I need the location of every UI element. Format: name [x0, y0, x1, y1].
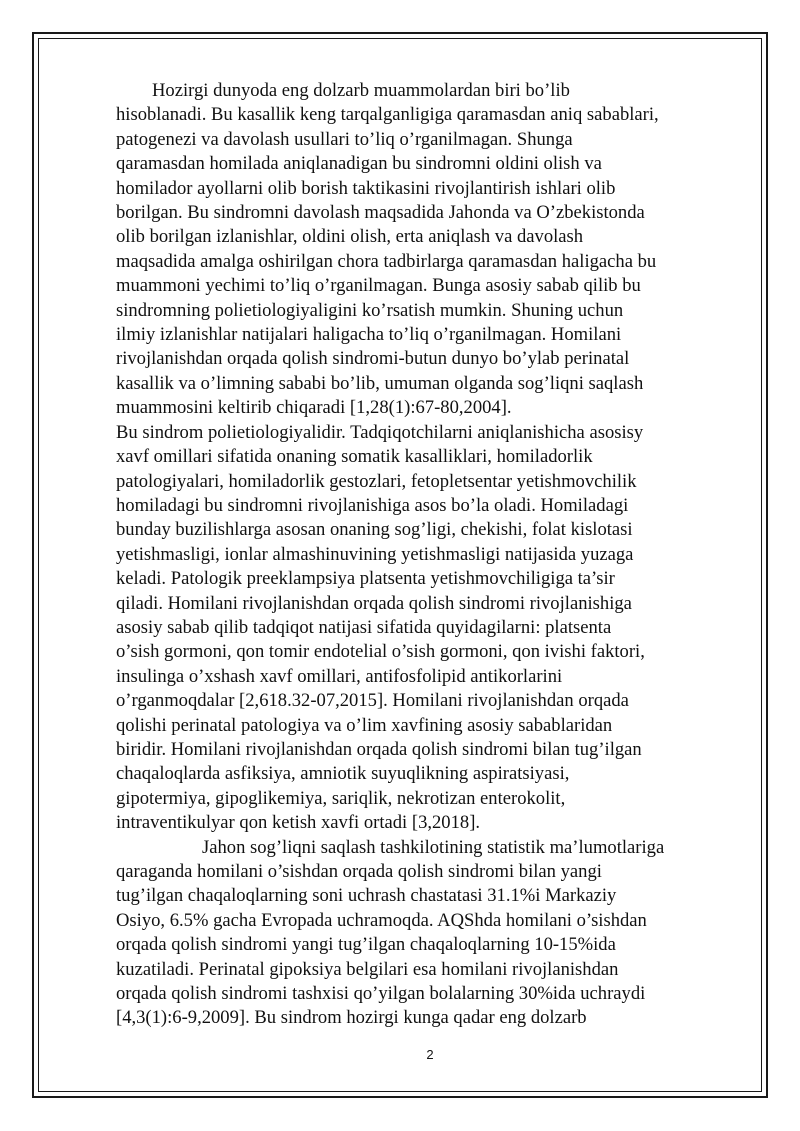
paragraph-etiology: Bu sindrom polietiologiyalidir. Tadqiqotchilarni aniqlanishicha asosisy xavf omillari sifatida onaning somatik kasalliklari, homiladorlik patologiyalari, homiladorlik gestozlari, fetopletsentar yetishmovchilik homiladagi bu sindromni rivojlanishiga asos bo’la oladi. Homiladagi bunday buzilishlarga asosan onaning sog’ligi, chekishi, folat kislotasi yetishmasligi, ionlar almashinuvining yetishmasligi natijasida yuzaga keladi. Patologik preeklampsiya platsenta yetishmovchiligiga ta’sir qiladi. Homilani rivojlanishdan orqada qolish sindromi rivojlanishiga asosiy sabab qilib tadqiqot natijasi sifatida quyidagilarni: platsenta o’sish gormoni, qon tomir endotelial o’sish gormoni, qon ivishi faktori, insulinga o’xshash xavf omillari, antifosfolipid antikorlarini o’rganmoqdalar [2,618.32-07,2015]. Homilani rivojlanishdan orqada qolishi perinatal patologiya va o’lim xavfining asosiy sabablaridan biridir. Homilani rivojlanishdan orqada qolish sindromi bilan tug’ilgan chaqaloqlarda asfiksiya, amniotik suyuqlikning aspiratsiyasi, gipotermiya, gipoglikemiya, sariqlik, nekrotizan enterokolit, intraventikulyar qon ketish xavfi ortadi [3,2018]. [116, 421, 645, 834]
paragraph-intro: Hozirgi dunyoda eng dolzarb muammolardan biri bo’lib hisoblanadi. Bu kasallik keng tarqalganligiga qaramasdan aniq sabablari, patogenezi va davolash usullari to’liq o’rganilmagan. Shunga qaramasdan homilada aniqlanadigan bu sindromni oldini olish va homilador ayollarni olib borish taktikasini rivojlantirish ishlari olib borilgan. Bu sindromni davolash maqsadida Jahonda va O’zbekistonda olib borilgan izlanishlar, oldini olish, erta aniqlash va davolash maqsadida amalga oshirilgan chora tadbirlarga qaramasdan haligacha bu muammoni yechimi to’liq o’rganilmagan. Bunga asosiy sabab qilib bu sindromning polietiologiyaligini ko’rsatish mumkin. Shuning uchun ilmiy izlanishlar natijalari haligacha to’liq o’rganilmagan. Homilani rivojlanishdan orqada qolish sindromi-butun dunyo bo’ylab perinatal kasallik va o’limning sababi bo’lib, umuman olganda sog’liqni saqlash muammosini keltirib chiqaradi [1,28(1):67-80,2004]. [116, 80, 659, 419]
paragraph-statistics: Jahon sog’liqni saqlash tashkilotining statistik ma’lumotlariga qaraganda homilani o’sishdan orqada qolish sindromi bilan yangi tug’ilgan chaqaloqlarning soni uchrash chastatasi 31.1%i Markaziy Osiyo, 6.5% gacha Evropada uchramoqda. AQShda homilani o’sishdan orqada qolish sindromi yangi tug’ilgan chaqaloqlarning 10-15%ida kuzatiladi. Perinatal gipoksiya belgilari esa homilani rivojlanishdan orqada qolish sindromi tashxisi qo’yilgan bolalarning 30%ida uchraydi [4,3(1):6-9,2009]. Bu sindrom hozirgi kunga qadar eng dolzarb [116, 836, 665, 1029]
page-number: 2 [426, 1047, 434, 1062]
document-body [116, 79, 746, 1031]
